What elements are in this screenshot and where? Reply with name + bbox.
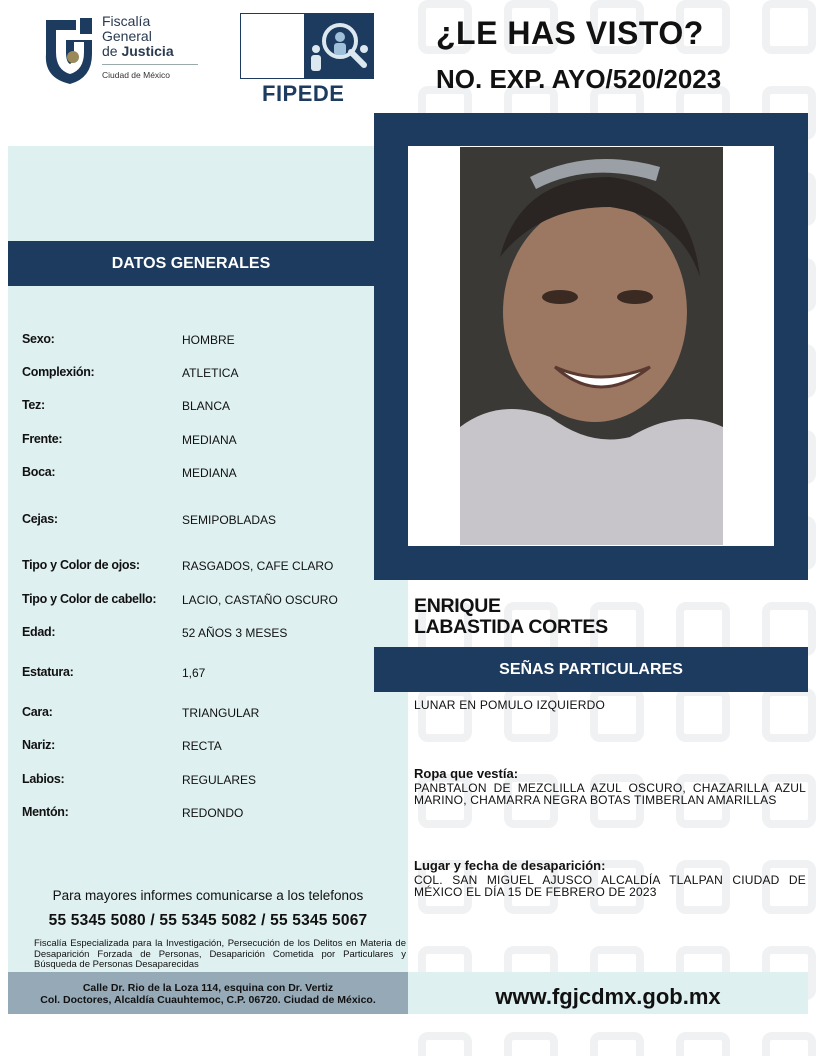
datos-value: ATLETICA (182, 366, 239, 380)
contact-lead: Para mayores informes comunicarse a los telefonos (52, 888, 364, 903)
datos-value: 52 AÑOS 3 MESES (182, 626, 288, 640)
org-line-2: General (102, 28, 152, 44)
address-line-2: Col. Doctores, Alcaldía Cuauhtemoc, C.P. 06720. Ciudad de México. (40, 994, 376, 1006)
watermark-tile (676, 688, 730, 742)
datos-label: Cejas: (22, 512, 58, 526)
person-last-names: LABASTIDA CORTES (414, 616, 608, 638)
contact-phones: 55 5345 5080 / 55 5345 5082 / 55 5345 5067 (48, 912, 368, 929)
datos-label: Tipo y Color de cabello: (22, 592, 157, 606)
datos-value: HOMBRE (182, 333, 235, 347)
watermark-tile (590, 688, 644, 742)
datos-label: Estatura: (22, 665, 74, 679)
watermark-tile (504, 688, 558, 742)
person-photo (460, 147, 723, 545)
fipede-logo (240, 13, 376, 105)
senas-particulares-text: LUNAR EN POMULO IZQUIERDO (414, 698, 606, 712)
org-city: Ciudad de México (102, 70, 171, 80)
datos-value: 1,67 (182, 666, 206, 680)
datos-label: Tez: (22, 398, 45, 412)
senas-particulares-heading: SEÑAS PARTICULARES (374, 647, 808, 692)
fiscalia-description: Fiscalía Especializada para la Investigación, Persecución de los Delitos en Materia de Desaparición Forzada de Personas, Desaparición Cometida por Particulares y Búsqueda de Personas Desaparecidas (34, 938, 406, 970)
watermark-tile (418, 1032, 472, 1056)
ropa-label: Ropa que vestía: (414, 766, 519, 781)
datos-label: Edad: (22, 625, 56, 639)
datos-value: RASGADOS, CAFE CLARO (182, 559, 334, 573)
datos-value: MEDIANA (182, 466, 237, 480)
datos-label: Complexión: (22, 365, 95, 379)
datos-label: Cara: (22, 705, 53, 719)
datos-generales-heading: DATOS GENERALES (8, 241, 374, 286)
datos-label: Tipo y Color de ojos: (22, 558, 140, 572)
lugar-text: COL. SAN MIGUEL AJUSCO ALCALDÍA TLALPAN CIUDAD DE MÉXICO EL DÍA 15 DE FEBRERO DE 2023 (414, 873, 806, 899)
datos-label: Sexo: (22, 332, 55, 346)
lugar-label: Lugar y fecha de desaparición: (414, 858, 606, 873)
datos-value: SEMIPOBLADAS (182, 513, 277, 527)
person-first-name: ENRIQUE (414, 595, 501, 617)
watermark-tile (762, 1032, 816, 1056)
watermark-tile (676, 1032, 730, 1056)
datos-label: Mentón: (22, 805, 69, 819)
datos-value: RECTA (182, 739, 222, 753)
website-link[interactable]: www.fgjcdmx.gob.mx (495, 984, 721, 1009)
watermark-tile (418, 688, 472, 742)
org-line-1: Fiscalía (102, 13, 151, 29)
watermark-tile (590, 1032, 644, 1056)
fgj-logo (40, 12, 200, 92)
fipede-label: FIPEDE (262, 81, 345, 106)
address (8, 982, 408, 1006)
datos-label: Nariz: (22, 738, 55, 752)
address-line-1: Calle Dr. Rio de la Loza 114, esquina con Dr. Vertiz (82, 982, 334, 994)
search-people-icon (304, 13, 374, 79)
datos-label: Boca: (22, 465, 56, 479)
datos-label: Frente: (22, 432, 63, 446)
ropa-text: PANBTALON DE MEZCLILLA AZUL OSCURO, CHAZARILLA AZUL MARINO, CHAMARRA NEGRA BOTAS TIMBERLAN AMARILLAS (414, 781, 806, 807)
datos-value: MEDIANA (182, 433, 237, 447)
person-portrait-icon (460, 147, 723, 545)
org-line-3b: Justicia (121, 43, 174, 59)
datos-value: LACIO, CASTAÑO OSCURO (182, 593, 338, 607)
datos-value: TRIANGULAR (182, 706, 260, 720)
expediente-number: NO. EXP. AYO/520/2023 (436, 64, 722, 94)
datos-label: Labios: (22, 772, 65, 786)
person-name (414, 596, 608, 638)
watermark-tile (762, 0, 816, 54)
datos-value: REDONDO (182, 806, 244, 820)
datos-value: REGULARES (182, 773, 257, 787)
page-title: ¿LE HAS VISTO? (436, 15, 704, 51)
watermark-tile (504, 1032, 558, 1056)
fgj-emblem-icon (40, 12, 100, 88)
datos-value: BLANCA (182, 399, 231, 413)
watermark-tile (762, 688, 816, 742)
org-line-3a: de (102, 43, 122, 59)
